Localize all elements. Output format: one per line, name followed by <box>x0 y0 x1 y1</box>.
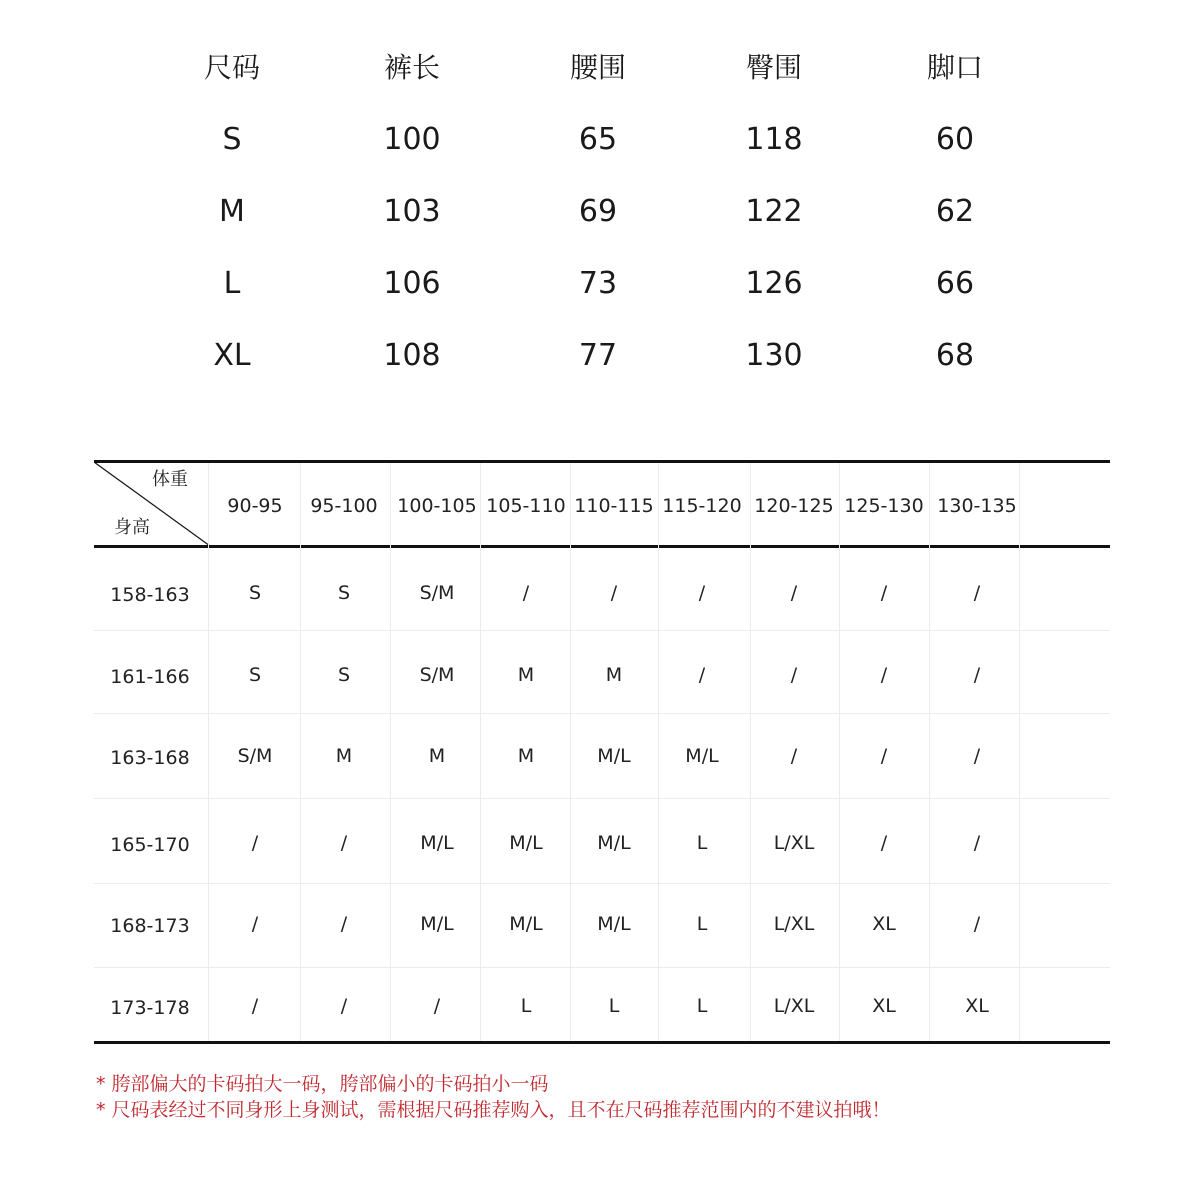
fit-size-cell: S <box>248 582 262 604</box>
size-table-cell: 126 <box>745 266 803 301</box>
fit-size-cell: L/XL <box>773 913 815 935</box>
fit-size-cell: M <box>335 745 353 767</box>
fit-size-cell: / <box>340 995 348 1017</box>
fit-size-cell: / <box>973 913 981 935</box>
fit-size-cell: / <box>698 664 706 686</box>
row-divider <box>94 798 1110 799</box>
fit-size-cell: XL <box>872 995 896 1017</box>
fit-size-cell: M/L <box>597 832 631 854</box>
fit-size-cell: / <box>973 664 981 686</box>
fit-size-cell: M/L <box>420 832 454 854</box>
size-table-cell: 60 <box>935 122 975 157</box>
weight-header: 115-120 <box>662 495 742 517</box>
size-table-cell: 66 <box>935 266 975 301</box>
size-table-cell: 118 <box>745 122 803 157</box>
fit-size-cell: / <box>340 832 348 854</box>
fit-size-cell: S/M <box>419 582 455 604</box>
fit-size-cell: / <box>251 832 259 854</box>
fit-size-cell: M/L <box>509 913 543 935</box>
fit-size-cell: / <box>522 582 530 604</box>
row-divider <box>94 967 1110 968</box>
fit-size-cell: / <box>973 745 981 767</box>
fit-size-cell: M <box>517 664 535 686</box>
height-label: 161-166 <box>110 666 190 688</box>
size-table-cell: 103 <box>383 194 441 229</box>
size-table-cell: 130 <box>745 338 803 373</box>
size-table-size-label: XL <box>213 338 251 373</box>
fit-size-cell: / <box>433 995 441 1017</box>
weight-header: 105-110 <box>486 495 566 517</box>
note-1: * 胯部偏大的卡码拍大一码，胯部偏小的卡码拍小一码 <box>96 1073 549 1095</box>
height-label: 165-170 <box>110 834 190 856</box>
fit-size-cell: / <box>880 832 888 854</box>
fit-size-cell: M/L <box>509 832 543 854</box>
fit-size-cell: / <box>973 582 981 604</box>
weight-header: 130-135 <box>937 495 1017 517</box>
note-2: * 尺码表经过不同身形上身测试，需根据尺码推荐购入，且不在尺码推荐范围内的不建议拍哦！ <box>96 1099 891 1121</box>
fit-size-cell: M/L <box>597 913 631 935</box>
fit-size-cell: M <box>517 745 535 767</box>
fit-size-cell: L <box>696 832 708 854</box>
fit-size-cell: XL <box>872 913 896 935</box>
weight-header: 125-130 <box>844 495 924 517</box>
fit-size-cell: L <box>696 995 708 1017</box>
size-table-header: 裤长 <box>383 51 440 84</box>
fit-size-cell: S <box>337 582 351 604</box>
fit-size-cell: M <box>428 745 446 767</box>
fit-table-bottom-rule <box>94 1041 1110 1044</box>
fit-size-cell: / <box>790 745 798 767</box>
fit-size-cell: / <box>251 913 259 935</box>
fit-size-cell: / <box>698 582 706 604</box>
column-divider <box>208 463 209 1041</box>
corner-height-label: 身高 <box>114 517 150 538</box>
fit-size-cell: L/XL <box>773 995 815 1017</box>
fit-size-cell: M/L <box>420 913 454 935</box>
fit-size-cell: L <box>520 995 532 1017</box>
fit-size-cell: / <box>790 664 798 686</box>
corner-weight-label: 体重 <box>152 469 188 490</box>
size-table-header: 腰围 <box>569 51 626 84</box>
size-table-cell: 65 <box>578 122 618 157</box>
row-divider <box>94 630 1110 631</box>
fit-size-cell: M <box>605 664 623 686</box>
size-table-cell: 73 <box>578 266 618 301</box>
size-table-header: 脚口 <box>926 51 983 84</box>
size-table-cell: 68 <box>935 338 975 373</box>
weight-header: 95-100 <box>310 495 378 517</box>
size-table-cell: 100 <box>383 122 441 157</box>
fit-size-cell: L <box>696 913 708 935</box>
fit-size-cell: / <box>790 582 798 604</box>
size-table-cell: 108 <box>383 338 441 373</box>
fit-size-cell: L <box>608 995 620 1017</box>
weight-header: 120-125 <box>754 495 834 517</box>
row-divider <box>94 713 1110 714</box>
size-table-size-label: L <box>223 266 241 301</box>
column-divider <box>929 463 930 1041</box>
weight-header: 90-95 <box>227 495 283 517</box>
fit-size-cell: S <box>248 664 262 686</box>
weight-header: 110-115 <box>574 495 654 517</box>
size-table-size-label: S <box>222 122 242 157</box>
fit-size-cell: / <box>251 995 259 1017</box>
fit-size-cell: S/M <box>237 745 273 767</box>
height-label: 168-173 <box>110 915 190 937</box>
fit-table-top-rule <box>94 460 1110 463</box>
size-table-cell: 77 <box>578 338 618 373</box>
row-divider <box>94 883 1110 884</box>
fit-table-header-rule <box>94 545 1110 548</box>
fit-size-cell: S <box>337 664 351 686</box>
fit-size-cell: L/XL <box>773 832 815 854</box>
size-table-cell: 106 <box>383 266 441 301</box>
size-table-cell: 62 <box>935 194 975 229</box>
fit-size-cell: XL <box>965 995 989 1017</box>
height-label: 158-163 <box>110 584 190 606</box>
fit-size-cell: / <box>340 913 348 935</box>
size-table-cell: 122 <box>745 194 803 229</box>
weight-header: 100-105 <box>397 495 477 517</box>
size-table-header: 臀围 <box>745 51 802 84</box>
height-label: 173-178 <box>110 997 190 1019</box>
column-divider <box>390 463 391 1041</box>
height-label: 163-168 <box>110 747 190 769</box>
size-table-header: 尺码 <box>203 51 260 84</box>
fit-size-cell: / <box>880 582 888 604</box>
fit-size-cell: / <box>973 832 981 854</box>
size-table-size-label: M <box>219 194 245 229</box>
fit-size-cell: M/L <box>597 745 631 767</box>
fit-size-cell: S/M <box>419 664 455 686</box>
fit-size-cell: / <box>610 582 618 604</box>
fit-size-cell: M/L <box>685 745 719 767</box>
size-table-cell: 69 <box>578 194 618 229</box>
fit-size-cell: / <box>880 745 888 767</box>
fit-size-cell: / <box>880 664 888 686</box>
